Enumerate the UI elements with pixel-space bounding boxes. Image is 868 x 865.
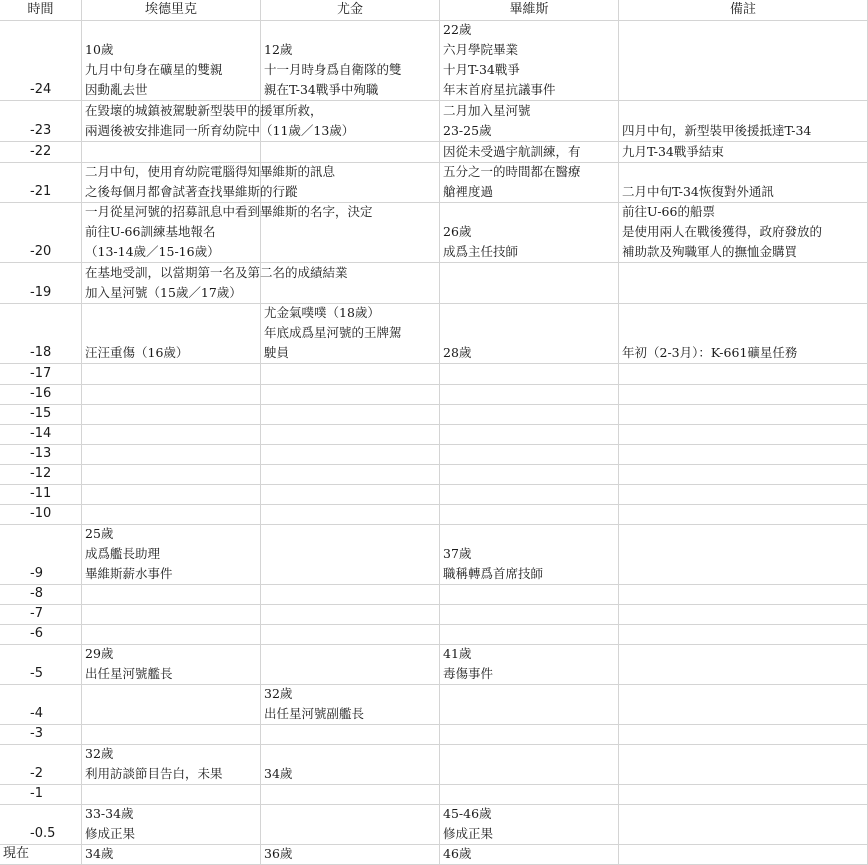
eugene-cell[interactable] <box>261 845 440 865</box>
bivis-cell[interactable] <box>440 405 619 425</box>
cell-text-line: 25歲 <box>85 526 114 541</box>
cell-text-line: 是使用兩人在戰後獲得，政府發放的 <box>622 224 823 239</box>
cell-text-line: 四月中旬，新型裝甲後援抵達T-34 <box>622 123 812 138</box>
edric-cell[interactable] <box>82 163 336 203</box>
edric-cell[interactable] <box>82 304 261 364</box>
cell-text-line: 在基地受訓，以當期第一名及第二名的成績結業 <box>85 265 348 280</box>
bivis-cell[interactable] <box>440 685 619 725</box>
table-row <box>0 725 868 745</box>
cell-text-line: 36歲 <box>264 846 293 861</box>
edric-cell[interactable] <box>82 525 261 585</box>
table-row <box>0 485 868 505</box>
cell-text-line: 因從未受過宇航訓練，有 <box>443 144 581 159</box>
notes-cell[interactable] <box>619 485 868 505</box>
cell-text-line: 職稱轉爲首席技師 <box>443 566 544 581</box>
notes-cell[interactable] <box>619 645 868 685</box>
notes-cell[interactable] <box>619 203 868 263</box>
time-cell[interactable]: -13 <box>0 445 82 465</box>
cell-text-line: 10歲 <box>85 42 114 57</box>
edric-cell[interactable] <box>82 364 261 385</box>
cell-text-line: 46歲 <box>443 846 472 861</box>
cell-text-line: 12歲 <box>264 42 293 57</box>
time-cell[interactable]: -10 <box>0 505 82 525</box>
table-row <box>0 645 868 685</box>
cell-text-line: 34歲 <box>264 766 293 781</box>
bivis-cell[interactable] <box>440 263 619 304</box>
eugene-cell[interactable] <box>261 645 440 685</box>
table-row <box>0 505 868 525</box>
time-cell[interactable]: -1 <box>0 785 82 805</box>
bivis-cell[interactable] <box>440 585 619 605</box>
cell-text-line: 加入星河號（15歲／17歲） <box>85 285 242 300</box>
table-row <box>0 685 868 725</box>
edric-cell[interactable] <box>82 845 261 865</box>
table-row <box>0 163 868 203</box>
cell-text-line: 23-25歲 <box>443 123 492 138</box>
bivis-cell[interactable] <box>440 425 619 445</box>
cell-text-line: 十月T-34戰爭 <box>443 62 520 77</box>
edric-cell[interactable] <box>82 21 261 101</box>
time-cell[interactable]: -4 <box>0 685 82 725</box>
cell-text-line: 修成正果 <box>443 826 494 841</box>
time-cell[interactable]: -11 <box>0 485 82 505</box>
time-cell[interactable]: -16 <box>0 385 82 405</box>
table-row <box>0 785 868 805</box>
edric-cell[interactable] <box>82 263 348 304</box>
header-row <box>0 0 868 21</box>
table-row <box>0 203 868 263</box>
eugene-cell[interactable] <box>261 21 440 101</box>
notes-cell[interactable] <box>619 101 868 142</box>
cell-text-line: 29歲 <box>85 646 114 661</box>
table-row <box>0 445 868 465</box>
cell-text-line: 成爲艦長助理 <box>85 546 161 561</box>
notes-cell[interactable] <box>619 163 868 203</box>
table-row <box>0 625 868 645</box>
time-cell[interactable]: -24 <box>0 21 82 101</box>
cell-text-line: 前往U-66訓練基地報名 <box>85 224 216 239</box>
cell-text-line: 出任星河號艦長 <box>85 666 173 681</box>
time-cell[interactable]: -20 <box>0 203 82 263</box>
notes-cell[interactable] <box>619 445 868 465</box>
eugene-cell[interactable] <box>261 745 440 785</box>
bivis-cell[interactable] <box>440 485 619 505</box>
eugene-cell[interactable] <box>261 163 440 203</box>
notes-cell[interactable] <box>619 465 868 485</box>
bivis-cell[interactable] <box>440 605 619 625</box>
cell-text-line: 駛員 <box>264 345 290 360</box>
eugene-cell[interactable] <box>261 304 440 364</box>
edric-cell[interactable] <box>82 785 261 805</box>
cell-text-line: 畢維斯薪水事件 <box>85 566 173 581</box>
table-row <box>0 385 868 405</box>
cell-text-line: （13-14歲／15-16歲） <box>85 244 220 259</box>
cell-text-line: 六月學院畢業 <box>443 42 519 57</box>
eugene-cell[interactable] <box>261 525 440 585</box>
cell-text-line: 一月從星河號的招募訊息中看到畢維斯的名字，決定 <box>85 204 373 219</box>
table-row <box>0 142 868 163</box>
bivis-cell[interactable] <box>440 505 619 525</box>
notes-cell[interactable] <box>619 385 868 405</box>
cell-text-line: 34歲 <box>85 846 114 861</box>
eugene-cell[interactable] <box>261 725 440 745</box>
eugene-cell[interactable] <box>261 142 440 163</box>
cell-text-line: 28歲 <box>443 345 472 360</box>
bivis-cell[interactable] <box>440 101 619 142</box>
notes-cell[interactable] <box>619 805 868 845</box>
bivis-cell[interactable] <box>440 785 619 805</box>
time-cell[interactable]: -17 <box>0 364 82 385</box>
table-row <box>0 605 868 625</box>
cell-text-line: 兩週後被安排進同一所育幼院中（11歲／13歲） <box>85 123 355 138</box>
cell-text-line: 二月中旬，使用育幼院電腦得知畢維斯的訊息 <box>85 164 336 179</box>
cell-text-line: 利用訪談節目告白，未果 <box>85 766 223 781</box>
cell-text-line: 二月加入星河號 <box>443 103 531 118</box>
table-row <box>0 745 868 785</box>
eugene-cell[interactable] <box>261 505 440 525</box>
table-row <box>0 465 868 485</box>
notes-cell[interactable] <box>619 505 868 525</box>
bivis-cell[interactable] <box>440 725 619 745</box>
time-cell[interactable]: -8 <box>0 585 82 605</box>
cell-text-line: 年末首府星抗議事件 <box>443 82 556 97</box>
edric-cell[interactable] <box>82 425 261 445</box>
cell-text-line: 37歲 <box>443 546 472 561</box>
edric-cell[interactable] <box>82 485 261 505</box>
notes-cell[interactable] <box>619 405 868 425</box>
cell-text-line: 九月T-34戰爭結束 <box>622 144 724 159</box>
cell-text-line: 22歲 <box>443 22 472 37</box>
edric-cell[interactable] <box>82 585 261 605</box>
eugene-cell[interactable] <box>261 625 440 645</box>
eugene-cell[interactable] <box>261 203 440 263</box>
cell-text-line: 親在T-34戰爭中殉職 <box>264 82 379 97</box>
bivis-cell[interactable] <box>440 21 619 101</box>
bivis-cell[interactable] <box>440 745 619 785</box>
edric-cell[interactable] <box>82 645 261 685</box>
notes-cell[interactable] <box>619 785 868 805</box>
header-time[interactable]: 時間 <box>0 0 82 21</box>
eugene-cell[interactable] <box>261 364 440 385</box>
cell-text-line: 32歲 <box>264 686 293 701</box>
time-cell[interactable]: -14 <box>0 425 82 445</box>
notes-cell[interactable] <box>619 625 868 645</box>
notes-cell[interactable] <box>619 725 868 745</box>
notes-cell[interactable] <box>619 425 868 445</box>
edric-cell[interactable] <box>82 625 261 645</box>
time-cell[interactable]: -0.5 <box>0 805 82 845</box>
eugene-cell[interactable] <box>261 585 440 605</box>
bivis-cell[interactable] <box>440 203 619 263</box>
eugene-cell[interactable] <box>261 101 440 142</box>
cell-text-line: 修成正果 <box>85 826 136 841</box>
edric-cell[interactable] <box>82 101 355 142</box>
cell-text-line: 年底成爲星河號的王牌駕 <box>264 325 402 340</box>
cell-text-line: 32歲 <box>85 746 114 761</box>
eugene-cell[interactable] <box>261 405 440 425</box>
bivis-cell[interactable] <box>440 525 619 585</box>
eugene-cell[interactable] <box>261 685 440 725</box>
edric-cell[interactable] <box>82 385 261 405</box>
notes-cell[interactable] <box>619 304 868 364</box>
notes-cell[interactable] <box>619 525 868 585</box>
cell-text-line: 成爲主任技師 <box>443 244 519 259</box>
cell-text-line: 二月中旬T-34恢復對外通訊 <box>622 184 774 199</box>
header-notes[interactable]: 備註 <box>619 0 868 21</box>
edric-cell[interactable] <box>82 142 261 163</box>
bivis-cell[interactable] <box>440 445 619 465</box>
cell-text-line: 之後每個月都會試著查找畢維斯的行蹤 <box>85 184 298 199</box>
eugene-cell[interactable] <box>261 605 440 625</box>
edric-cell[interactable] <box>82 203 373 263</box>
notes-cell[interactable] <box>619 585 868 605</box>
cell-text-line: 九月中旬身在礦星的雙親 <box>85 62 223 77</box>
bivis-cell[interactable] <box>440 163 619 203</box>
notes-cell[interactable] <box>619 21 868 101</box>
eugene-cell[interactable] <box>261 425 440 445</box>
eugene-cell[interactable] <box>261 805 440 845</box>
bivis-cell[interactable] <box>440 304 619 364</box>
cell-text-line: 41歲 <box>443 646 472 661</box>
bivis-cell[interactable] <box>440 805 619 845</box>
notes-cell[interactable] <box>619 263 868 304</box>
cell-text-line: 年初（2-3月）：K-661礦星任務 <box>622 345 798 360</box>
notes-cell[interactable] <box>619 142 868 163</box>
cell-text-line: 33-34歲 <box>85 806 134 821</box>
table-row <box>0 304 868 364</box>
cell-text-line: 因動亂去世 <box>85 82 148 97</box>
table-row <box>0 805 868 845</box>
time-cell[interactable]: -6 <box>0 625 82 645</box>
notes-cell[interactable] <box>619 845 868 865</box>
bivis-cell[interactable] <box>440 385 619 405</box>
edric-cell[interactable] <box>82 605 261 625</box>
table-row <box>0 405 868 425</box>
time-cell[interactable]: -15 <box>0 405 82 425</box>
table-row <box>0 364 868 385</box>
bivis-cell[interactable] <box>440 845 619 865</box>
edric-cell[interactable] <box>82 465 261 485</box>
table-row <box>0 21 868 101</box>
edric-cell[interactable] <box>82 445 261 465</box>
edric-cell[interactable] <box>82 505 261 525</box>
table-row <box>0 585 868 605</box>
header-edric[interactable]: 埃德里克 <box>82 0 261 21</box>
time-cell[interactable]: -23 <box>0 101 82 142</box>
edric-cell[interactable] <box>82 745 261 785</box>
cell-text-line: 補助款及殉職軍人的撫恤金購買 <box>622 244 798 259</box>
table-row <box>0 845 868 865</box>
cell-text-line: 五分之一的時間都在醫療 <box>443 164 581 179</box>
time-cell[interactable]: -22 <box>0 142 82 163</box>
time-cell[interactable]: 現在 <box>0 845 82 865</box>
cell-text-line: 艙裡度過 <box>443 184 494 199</box>
cell-text-line: 26歲 <box>443 224 472 239</box>
eugene-cell[interactable] <box>261 785 440 805</box>
cell-text-line: 毒傷事件 <box>443 666 494 681</box>
time-cell[interactable]: -5 <box>0 645 82 685</box>
cell-text-line: 十一月時身爲自衛隊的雙 <box>264 62 402 77</box>
cell-text-line: 尤金氣噗噗（18歲） <box>264 305 380 320</box>
edric-cell[interactable] <box>82 685 261 725</box>
cell-text-line: 前往U-66的船票 <box>622 204 715 219</box>
notes-cell[interactable] <box>619 745 868 785</box>
bivis-cell[interactable] <box>440 465 619 485</box>
bivis-cell[interactable] <box>440 625 619 645</box>
cell-text-line: 出任星河號副艦長 <box>264 706 365 721</box>
time-cell[interactable]: -2 <box>0 745 82 785</box>
time-cell[interactable]: -19 <box>0 263 82 304</box>
table-row <box>0 263 868 304</box>
notes-cell[interactable] <box>619 364 868 385</box>
table-row <box>0 525 868 585</box>
table-row <box>0 425 868 445</box>
cell-text-line: 在毀壞的城鎮被駕駛新型裝甲的援軍所救， <box>85 103 323 118</box>
eugene-cell[interactable] <box>261 465 440 485</box>
time-cell[interactable]: -9 <box>0 525 82 585</box>
bivis-cell[interactable] <box>440 364 619 385</box>
edric-cell[interactable] <box>82 725 261 745</box>
cell-text-line: 45-46歲 <box>443 806 492 821</box>
edric-cell[interactable] <box>82 805 261 845</box>
bivis-cell[interactable] <box>440 645 619 685</box>
table-row <box>0 101 868 142</box>
eugene-cell[interactable] <box>261 485 440 505</box>
header-eugene[interactable]: 尤金 <box>261 0 440 21</box>
notes-cell[interactable] <box>619 685 868 725</box>
time-cell[interactable]: -7 <box>0 605 82 625</box>
time-cell[interactable]: -3 <box>0 725 82 745</box>
header-bivis[interactable]: 畢維斯 <box>440 0 619 21</box>
notes-cell[interactable] <box>619 605 868 625</box>
time-cell[interactable]: -12 <box>0 465 82 485</box>
eugene-cell[interactable] <box>261 385 440 405</box>
edric-cell[interactable] <box>82 405 261 425</box>
cell-text-line: 汪汪重傷（16歲） <box>85 345 189 360</box>
time-cell[interactable]: -21 <box>0 163 82 203</box>
eugene-cell[interactable] <box>261 263 440 304</box>
bivis-cell[interactable] <box>440 142 619 163</box>
eugene-cell[interactable] <box>261 445 440 465</box>
time-cell[interactable]: -18 <box>0 304 82 364</box>
